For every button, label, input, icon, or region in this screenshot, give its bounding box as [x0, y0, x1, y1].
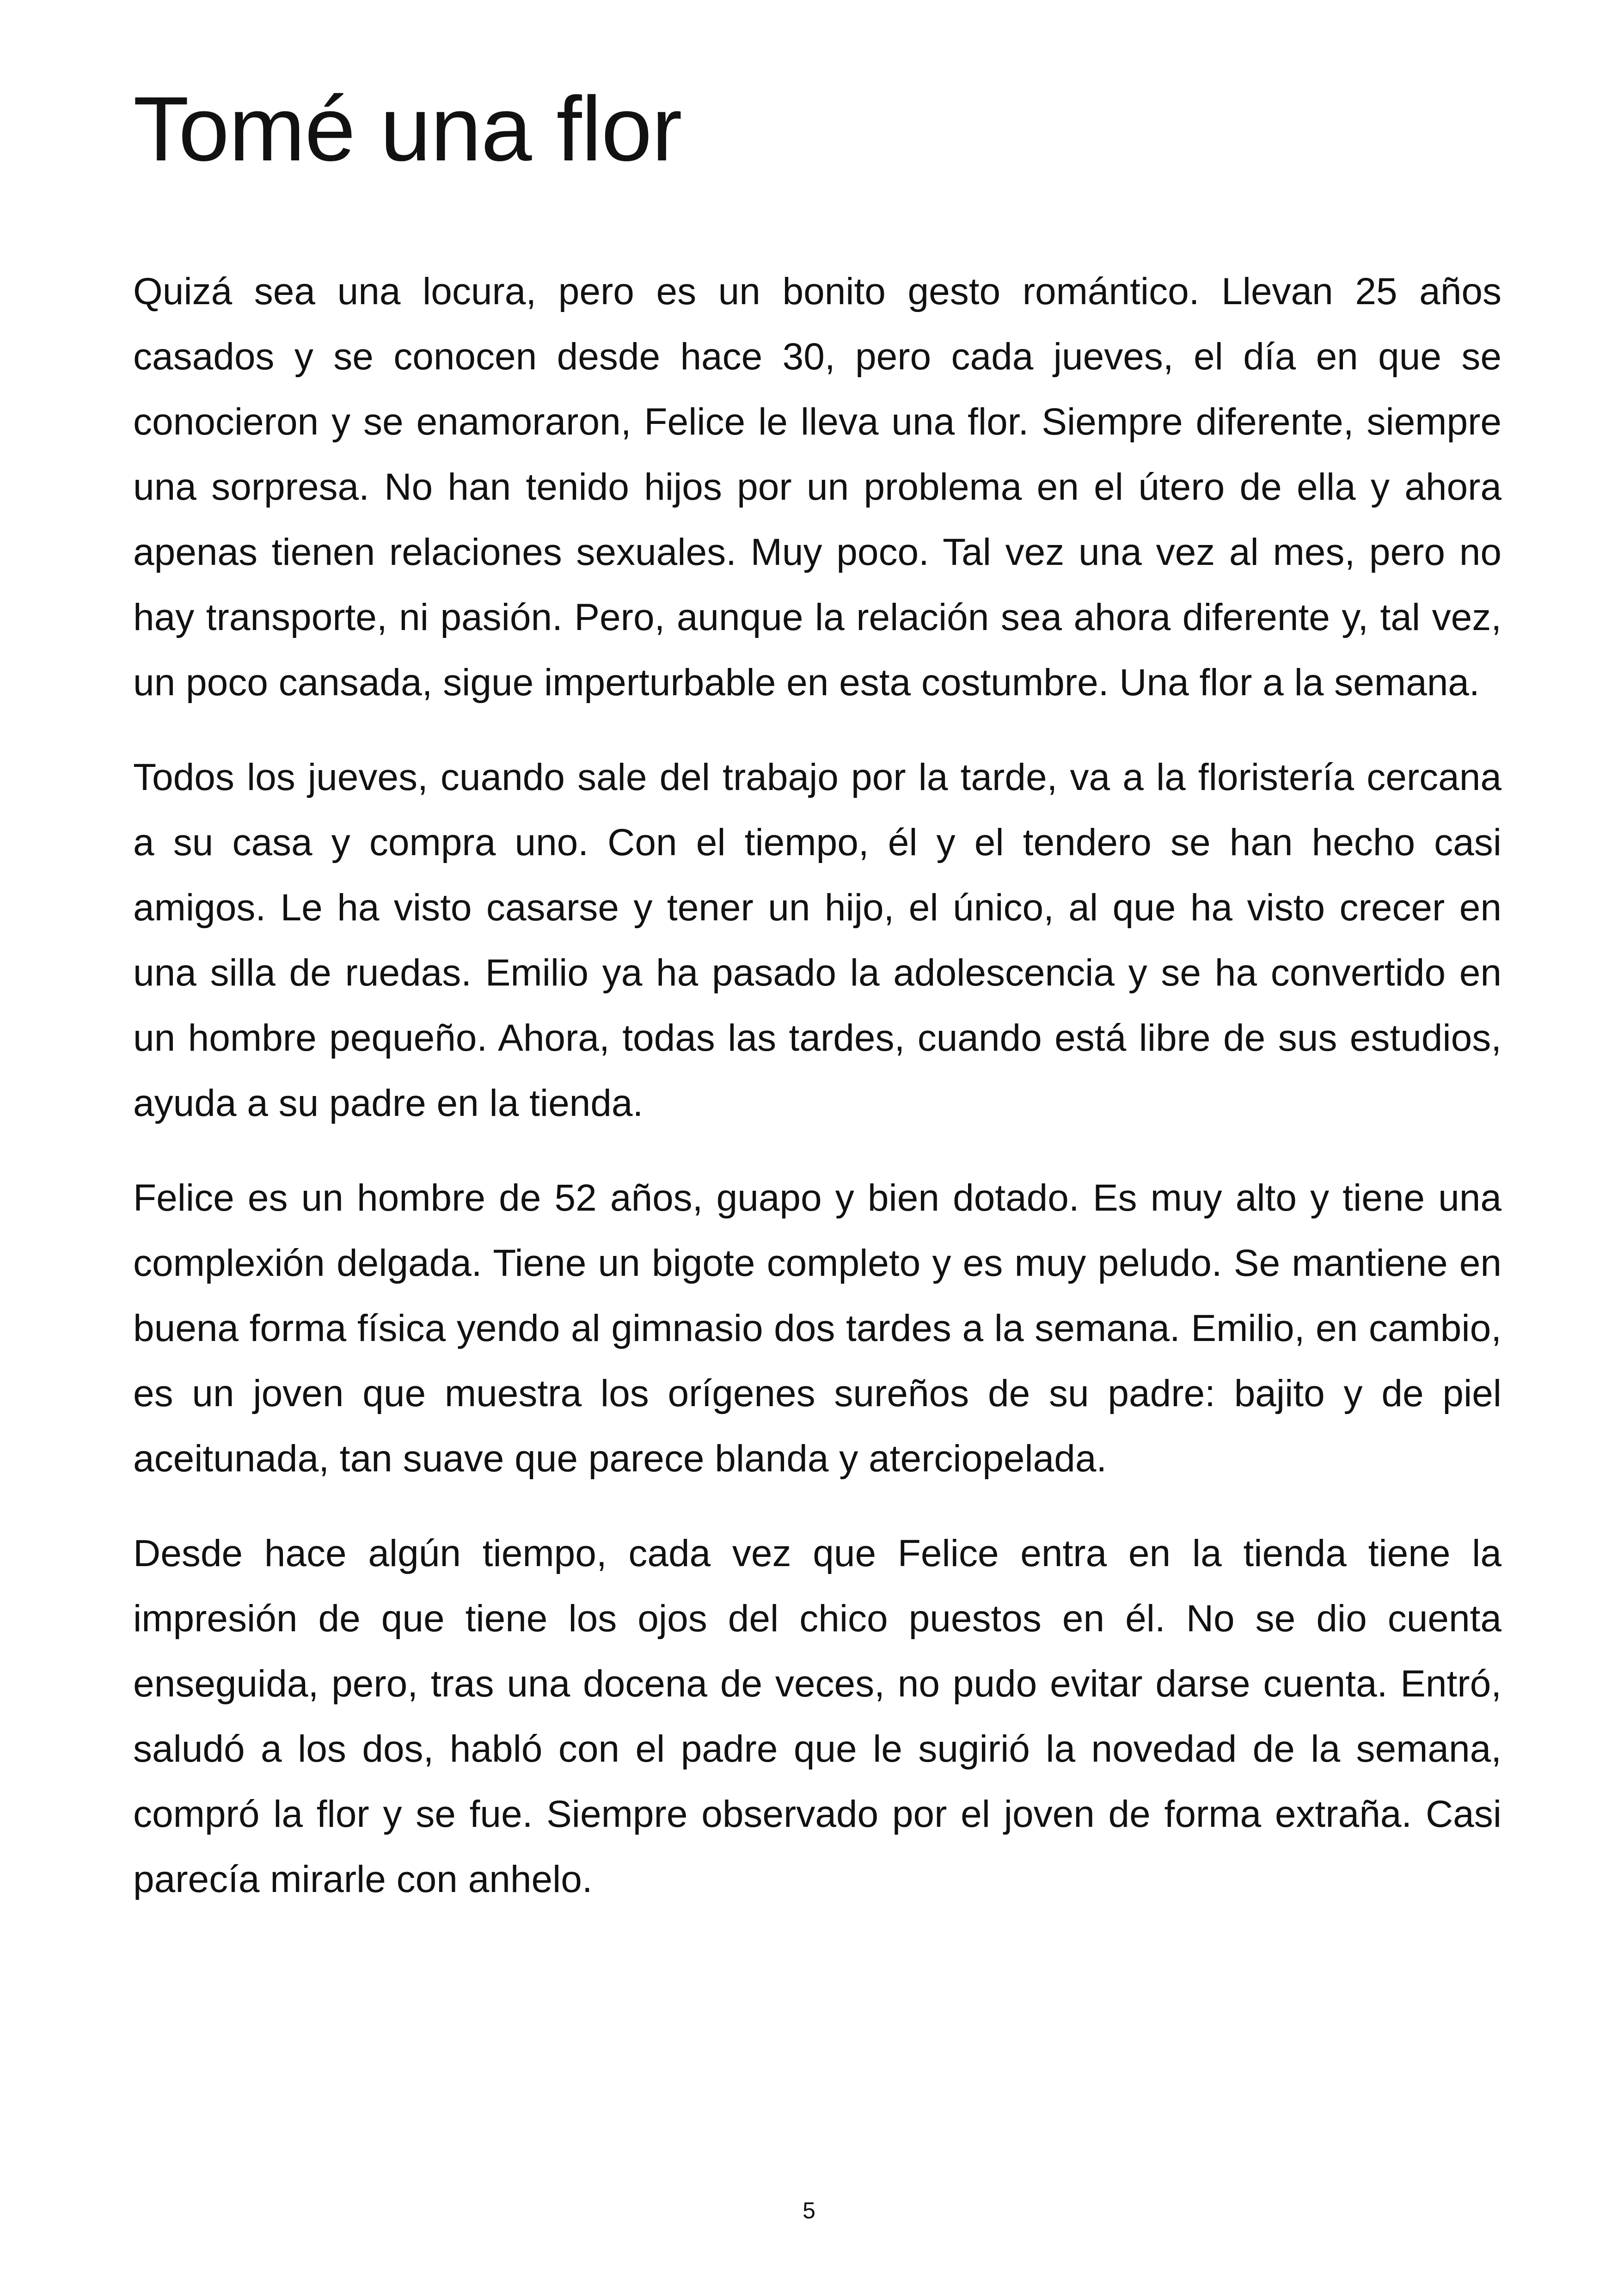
page-number: 5: [803, 2198, 815, 2223]
paragraph-2: Todos los jueves, cuando sale del trabajo por la tarde, va a la floristería cercana a su casa y compra uno. Con el tiempo, él y el tendero se han hecho casi amigos. Le ha visto casarse y tener un hijo, el único, al que ha visto crecer en una silla de ruedas. Emilio ya ha pasado la adolescencia y se ha convertido en un hombre pequeño. Ahora, todas las tardes, cuando está libre de sus estudios, ayuda a su padre en la tienda.: [133, 756, 1502, 1124]
page-title: Tomé una flor: [133, 78, 682, 180]
paragraph-1: Quizá sea una locura, pero es un bonito gesto romántico. Llevan 25 años casados y se conocen desde hace 30, pero cada jueves, el día en que se conocieron y se enamoraron, Felice le lleva una flor. Siempre diferente, siempre una sorpresa. No han tenido hijos por un problema en el útero de ella y ahora apenas tienen relaciones sexuales. Muy poco. Tal vez una vez al mes, pero no hay transporte, ni pasión. Pero, aunque la relación sea ahora diferente y, tal vez, un poco cansada, sigue imperturbable en esta costumbre. Una flor a la semana.: [133, 270, 1502, 704]
paragraph-3: Felice es un hombre de 52 años, guapo y bien dotado. Es muy alto y tiene una complexión delgada. Tiene un bigote completo y es muy peludo. Se mantiene en buena forma física yendo al gimnasio dos tardes a la semana. Emilio, en cambio, es un joven que muestra los orígenes sureños de su padre: bajito y de piel aceitunada, tan suave que parece blanda y aterciopelada.: [133, 1177, 1502, 1480]
body-text: [133, 259, 1502, 1941]
paragraph-4: Desde hace algún tiempo, cada vez que Felice entra en la tienda tiene la impresión de que tiene los ojos del chico puestos en él. No se dio cuenta enseguida, pero, tras una docena de veces, no pudo evitar darse cuenta. Entró, saludó a los dos, habló con el padre que le sugirió la novedad de la semana, compró la flor y se fue. Siempre observado por el joven de forma extraña. Casi parecía mirarle con anhelo.: [133, 1532, 1502, 1900]
